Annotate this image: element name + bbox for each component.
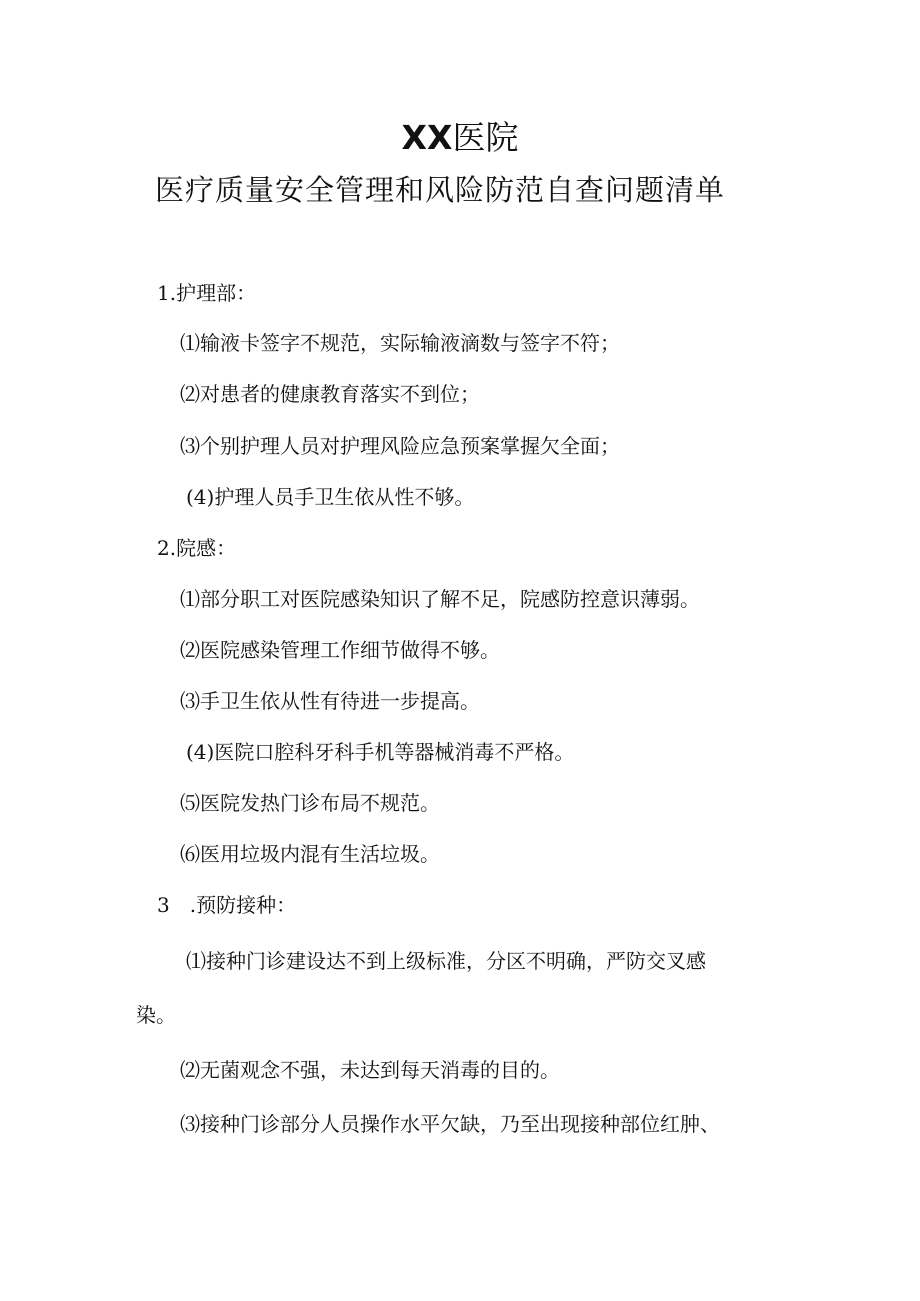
list-item: ⑴接种门诊建设达不到上级标准，分区不明确，严防交叉感	[186, 949, 706, 973]
list-item: ⑶个别护理人员对护理风险应急预案掌握欠全面；	[180, 434, 620, 458]
list-item: ⑵对患者的健康教育落实不到位；	[180, 382, 480, 406]
title-prefix: XX	[401, 118, 453, 157]
document-title	[0, 114, 920, 162]
list-item: ⑶手卫生依从性有待进一步提高。	[180, 689, 480, 713]
section-heading-nursing: 1.护理部：	[157, 281, 257, 305]
list-item: (4)护理人员手卫生依从性不够。	[186, 485, 475, 509]
section-heading-infection: 2.院感：	[157, 536, 237, 560]
list-item: ⑴输液卡签字不规范，实际输液滴数与签字不符；	[180, 331, 620, 355]
list-item: ⑶接种门诊部分人员操作水平欠缺，乃至出现接种部位红肿、	[180, 1112, 720, 1136]
list-item: ⑵无菌观念不强，未达到每天消毒的目的。	[180, 1058, 560, 1082]
document-subtitle: 医疗质量安全管理和风险防范自查问题清单	[155, 173, 726, 207]
section-heading-vaccination: 3 .预防接种：	[157, 893, 297, 917]
list-item: (4)医院口腔科牙科手机等器械消毒不严格。	[186, 740, 575, 764]
list-item: ⑴部分职工对医院感染知识了解不足，院感防控意识薄弱。	[180, 587, 700, 611]
title-suffix: 医院	[452, 118, 519, 157]
list-item-continuation: 染。	[136, 1003, 176, 1027]
list-item: ⑵医院感染管理工作细节做得不够。	[180, 638, 500, 662]
list-item: ⑹医用垃圾内混有生活垃圾。	[180, 842, 440, 866]
list-item: ⑸医院发热门诊布局不规范。	[180, 791, 440, 815]
